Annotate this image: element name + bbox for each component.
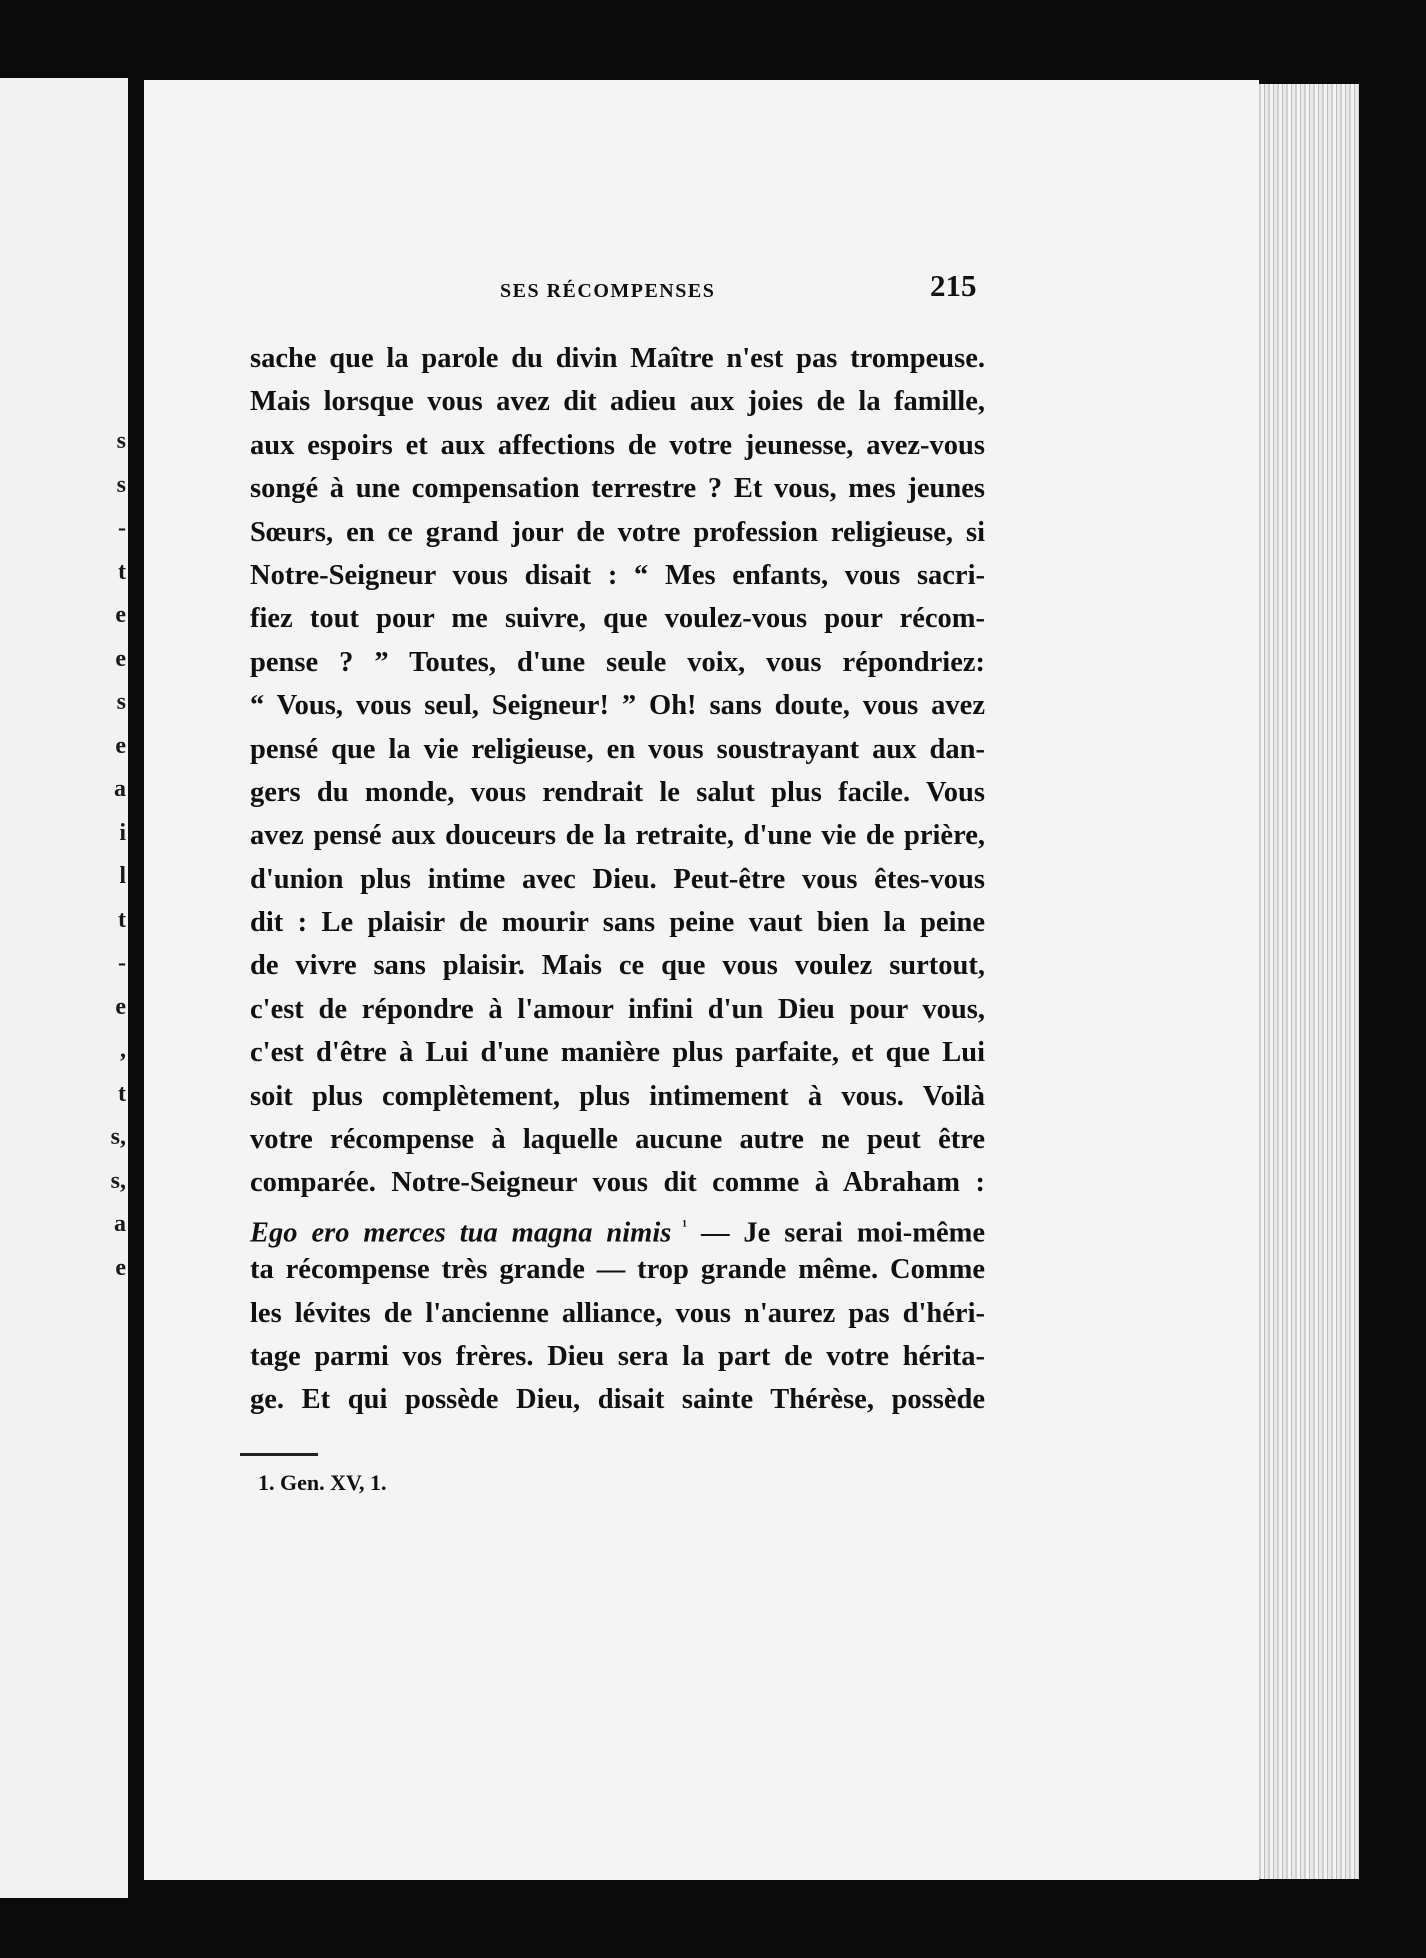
text-line: Ego ero merces tua magna nimis $^{^1}$ — Je serai moi-même <box>250 1217 985 1249</box>
text-line: pensé que la vie religieuse, en vous soustrayant aux dan- <box>250 733 985 765</box>
text-line: Sœurs, en ce grand jour de votre profession religieuse, si <box>250 516 985 548</box>
left-margin-char: i <box>119 819 126 846</box>
running-title: SES RÉCOMPENSES <box>500 280 716 302</box>
text-line: fiez tout pour me suivre, que voulez-vous pour récom- <box>250 603 985 635</box>
left-margin-char: a <box>114 776 126 802</box>
left-page-margin-text <box>0 78 128 1898</box>
body-text <box>250 337 985 1422</box>
footnote: 1. Gen. XV, 1. <box>258 1470 387 1495</box>
text-line: ta récompense très grande — trop grande même. Comme <box>250 1254 985 1286</box>
left-margin-char: - <box>118 950 126 976</box>
footnote-marker: ¹ <box>671 1217 687 1235</box>
text-line: aux espoirs et aux affections de votre jeunesse, avez-vous <box>250 429 985 461</box>
footnote-rule <box>240 1453 318 1456</box>
text-line: pense ? ” Toutes, d'une seule voix, vous répondriez: <box>250 646 985 678</box>
text-line: les lévites de l'ancienne alliance, vous n'aurez pas d'héri- <box>250 1297 985 1329</box>
text-line: de vivre sans plaisir. Mais ce que vous voulez surtout, <box>250 950 985 982</box>
text-line: c'est d'être à Lui d'une manière plus parfaite, et que Lui <box>250 1037 985 1069</box>
text-line: “ Vous, vous seul, Seigneur! ” Oh! sans doute, vous avez <box>250 690 985 722</box>
left-margin-char: e <box>115 1254 126 1281</box>
left-margin-char: s <box>116 428 126 454</box>
book-page-edges <box>1259 84 1359 1879</box>
left-margin-char: l <box>119 863 126 889</box>
latin-quote: Ego ero merces tua magna nimis <box>250 1217 672 1249</box>
left-margin-char: t <box>118 906 126 933</box>
left-margin-char: e <box>115 645 126 672</box>
text-line: comparée. Notre-Seigneur vous dit comme à Abraham : <box>250 1167 985 1199</box>
left-margin-char: e <box>115 732 126 759</box>
left-margin-char: e <box>115 993 126 1020</box>
left-margin-char: - <box>118 515 126 541</box>
left-margin-char: e <box>115 602 126 628</box>
text-line: avez pensé aux douceurs de la retraite, d'une vie de prière, <box>250 820 985 852</box>
text-line: songé à une compensation terrestre ? Et vous, mes jeunes <box>250 473 985 505</box>
left-margin-char: s, <box>110 1124 126 1150</box>
text-line: soit plus complètement, plus intimement à vous. Voilà <box>250 1080 985 1112</box>
page-number: 215 <box>930 268 977 303</box>
text-line: Mais lorsque vous avez dit adieu aux joies de la famille, <box>250 386 985 418</box>
text-line: Notre-Seigneur vous disait : “ Mes enfants, vous sacri- <box>250 559 985 591</box>
text-line: tage parmi vos frères. Dieu sera la part de votre hérita- <box>250 1340 985 1372</box>
left-page <box>0 78 128 1898</box>
left-margin-char: a <box>114 1211 126 1237</box>
text-line: gers du monde, vous rendrait le salut plus facile. Vous <box>250 776 985 808</box>
text-line: c'est de répondre à l'amour infini d'un Dieu pour vous, <box>250 993 985 1025</box>
left-margin-char: t <box>118 1080 126 1107</box>
left-margin-char: s, <box>110 1167 126 1194</box>
left-margin-char: s <box>116 471 126 498</box>
left-margin-char: t <box>118 558 126 585</box>
left-margin-char: , <box>120 1037 126 1063</box>
text-line: d'union plus intime avec Dieu. Peut-être vous êtes-vous <box>250 863 985 895</box>
left-margin-char: s <box>116 689 126 715</box>
text-line: sache que la parole du divin Maître n'est pas trompeuse. <box>250 343 985 374</box>
text-line: votre récompense à laquelle aucune autre ne peut être <box>250 1124 985 1156</box>
text-line: ge. Et qui possède Dieu, disait sainte Thérèse, possède <box>250 1384 985 1416</box>
text-line: dit : Le plaisir de mourir sans peine vaut bien la peine <box>250 907 985 939</box>
